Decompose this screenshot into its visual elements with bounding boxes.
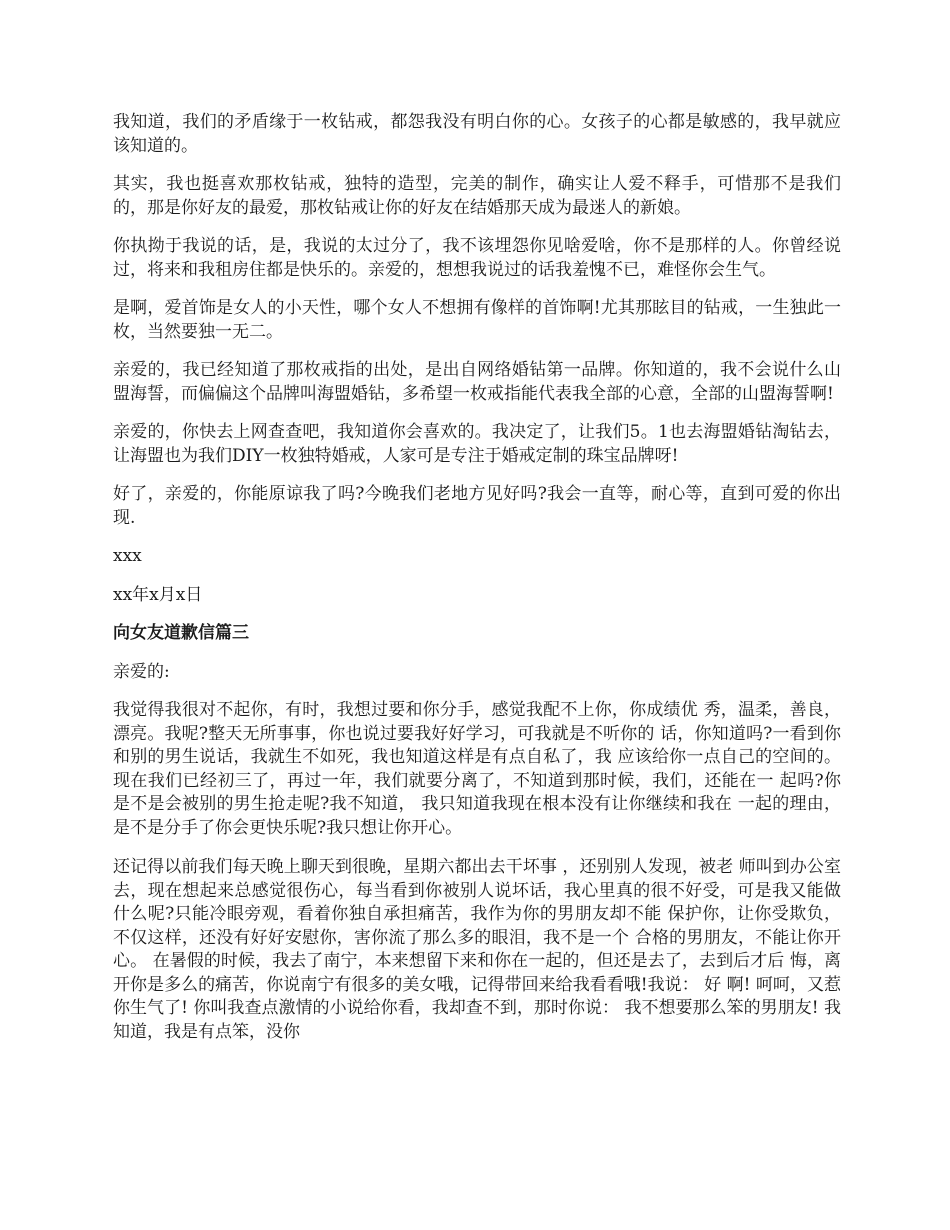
letter-paragraph-5: 亲爱的，我已经知道了那枚戒指的出处，是出自网络婚钻第一品牌。你知道的，我不会说什么山盟海誓，而偏偏这个品牌叫海盟婚钻，多希望一枚戒指能代表我全部的心意，全部的山盟海誓啊! [113,360,841,404]
letter-date: xx年x月x日 [113,584,203,605]
letter-paragraph-7: 好了，亲爱的，你能原谅我了吗?今晚我们老地方见好吗?我会一直等，耐心等，直到可爱的你出现. [113,484,841,528]
document-page [113,111,841,1059]
letter-paragraph-1: 我知道，我们的矛盾缘于一枚钻戒，都怨我没有明白你的心。女孩子的心都是敏感的，我早就应该知道的。 [113,112,841,156]
letter-paragraph-4: 是啊，爱首饰是女人的小天性，哪个女人不想拥有像样的首饰啊!尤其那眩目的钻戒，一生独此一枚，当然要独一无二。 [113,298,841,342]
section-paragraph-2: 还记得以前我们每天晚上聊天到很晚，星期六都出去干坏事 ，还别别人发现，被老 师叫到办公室去，现在想起来总感觉很伤心，每当看到你被别人说坏话，我心里真的很不好受，可是我又能做什么呢?只能冷眼旁观，看着你独自承担痛苦，我作为你的男朋友却不能 保护你，让你受欺负，不仅这样，还没有好好安慰你，害你流了那么多的眼泪，我不是一个 合格的男朋友，不能让你开心。 在暑假的时候，我去了南宁，本来想留下来和你在一起的，但还是去了，去到后才后 悔，离开你是多么的痛苦，你说南宁有很多的美女哦，记得带回来给我看看哦!我说： 好 啊! 呵呵，又惹你生气了! 你叫我查点激情的小说给你看，我却查不到，那时你说： 我不想要那么笨的男朋友! 我知道，我是有点笨，没你 [113,857,841,1042]
section-paragraph-1: 我觉得我很对不起你，有时，我想过要和你分手，感觉我配不上你，你成绩优 秀，温柔，善良，漂亮。我呢?整天无所事事，你也说过要我好好学习，可我就是不听你的 话，你知道吗?一看到你和别的男生说话，我就生不如死，我也知道这样是有点自私了，我 应该给你一点自己的空间的。 现在我们已经初三了，再过一年，我们就要分离了，不知道到那时候，我们，还能在一 起吗?你是不是会被别的男生抢走呢?我不知道， 我只知道我现在根本没有让你继续和我在 一起的理由，是不是分手了你会更快乐呢?我只想让你开心。 [113,700,841,838]
letter-paragraph-3: 你执拗于我说的话，是，我说的太过分了，我不该埋怨你见啥爱啥，你不是那样的人。你曾经说过，将来和我租房住都是快乐的。亲爱的，想想我说过的话我羞愧不已，难怪你会生气。 [113,236,841,280]
section-heading: 向女友道歉信篇三 [113,623,249,643]
section-salutation: 亲爱的: [113,661,170,682]
letter-signature: xxx [113,546,142,566]
letter-paragraph-6: 亲爱的，你快去上网查查吧，我知道你会喜欢的。我决定了，让我们5。1也去海盟婚钻淘钻去，让海盟也为我们DIY一枚独特婚戒，人家可是专注于婚戒定制的珠宝品牌呀! [113,422,841,466]
letter-paragraph-2: 其实，我也挺喜欢那枚钻戒，独特的造型，完美的制作，确实让人爱不释手，可惜那不是我们的，那是你好友的最爱，那枚钻戒让你的好友在结婚那天成为最迷人的新娘。 [113,174,841,218]
